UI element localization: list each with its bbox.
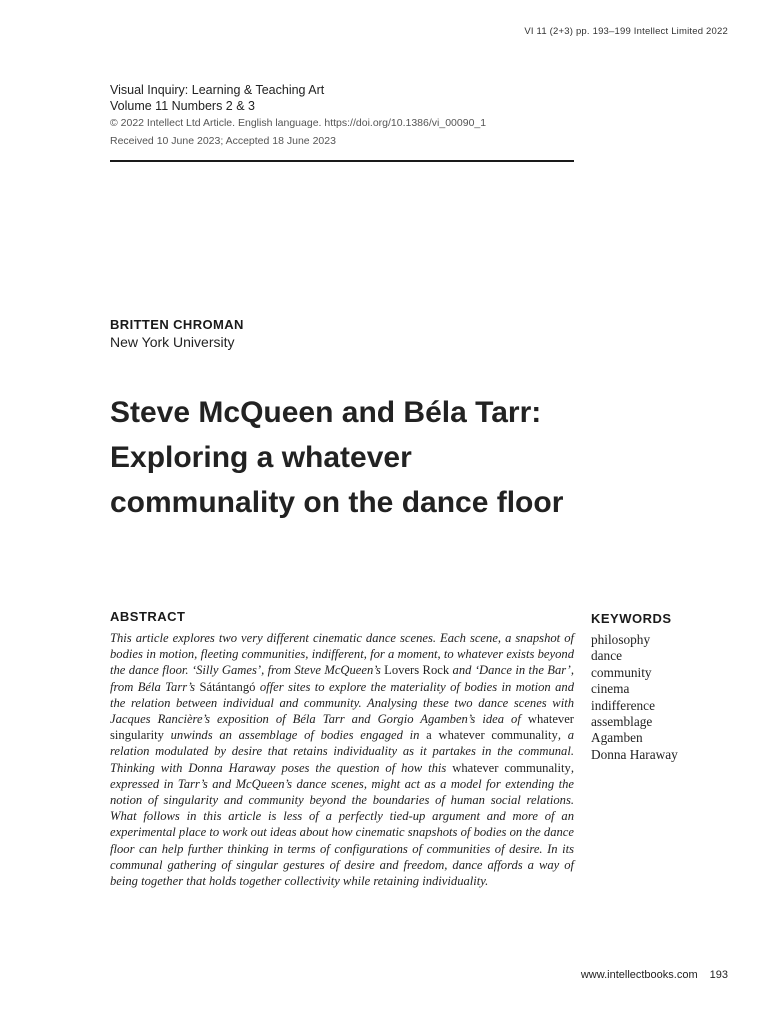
abstract-term: whatever singularity <box>110 712 574 743</box>
abstract-segment: , expressed in Tarr’s and McQueen’s dance scenes, might act as a model for extending the notion of singularity and community beyond the boundaries of human social relations. What follows in this article is less of a perfectly tied-up argument and more of an experimental place to work out ideas about how cinematic snapshots of bodies on the dance floor can help further thinking in terms of configurations of communities of desire. In its communal gathering of singular gestures of desire and freedom, dance affords a way of being together that holds together collectivity while retaining individuality. <box>110 760 574 889</box>
received-accepted-dates: Received 10 June 2023; Accepted 18 June 2023 <box>110 135 336 147</box>
journal-copyright-doi: © 2022 Intellect Ltd Article. English language. https://doi.org/10.1386/vi_00090_1 <box>110 117 487 129</box>
abstract-heading: ABSTRACT <box>110 609 186 624</box>
keyword-item: assemblage <box>591 714 653 730</box>
journal-volume: Volume 11 Numbers 2 & 3 <box>110 99 255 113</box>
author-name: BRITTEN CHROMAN <box>110 317 244 332</box>
abstract-term: a whatever communality <box>426 728 558 743</box>
keyword-item: philosophy <box>591 632 651 647</box>
journal-info <box>110 82 574 150</box>
header-rule <box>110 160 574 162</box>
author-affiliation: New York University <box>110 334 235 350</box>
keyword-item: indifference <box>591 697 655 713</box>
keywords-heading: KEYWORDS <box>591 611 672 626</box>
keyword-item: Donna Haraway <box>591 746 678 762</box>
keyword-item: dance <box>591 648 623 664</box>
page-footer <box>581 969 728 981</box>
keyword-item: Agamben <box>591 730 643 746</box>
abstract-text <box>110 630 574 889</box>
abstract-segment: , a relation modulated by desire that retains individuality as it partakes in the communal. Thinking with Donna Haraway poses the question of how this <box>110 728 574 775</box>
page-number: 193 <box>709 969 728 981</box>
author-block <box>110 316 244 351</box>
publisher-url: www.intellectbooks.com <box>580 969 698 981</box>
running-head: VI 11 (2+3) pp. 193–199 Intellect Limited 2022 <box>524 26 728 37</box>
abstract-film-title: Sátántangó <box>199 679 256 694</box>
article-title: Steve McQueen and Béla Tarr: Exploring a whatever communality on the dance floor <box>110 396 564 519</box>
abstract-term: whatever communality <box>452 760 571 775</box>
journal-title: Visual Inquiry: Learning & Teaching Art <box>110 83 325 97</box>
keywords-list <box>591 632 678 763</box>
abstract-segment: This article explores two very different cinematic dance scenes. Each scene, a snapshot of bodies in motion, fleeting communities, indifferent, for a moment, to whatever exists beyond the dance floor. ‘Silly Games’, from Steve McQueen’s <box>110 631 574 678</box>
abstract-segment: offer sites to explore the materiality of bodies in motion and the relation between individual and community. Analysing these two dance scenes with Jacques Rancière’s exposition of Béla Tarr and Gorgio Agamben’s idea of <box>110 679 574 727</box>
abstract-film-title: Lovers Rock <box>384 663 450 678</box>
keyword-item: community <box>591 664 652 680</box>
keyword-item: cinema <box>591 681 630 697</box>
abstract-segment: unwinds an assemblage of bodies engaged in <box>163 728 427 743</box>
abstract-segment: and ‘Dance in the Bar’, from Béla Tarr’s <box>110 663 575 694</box>
